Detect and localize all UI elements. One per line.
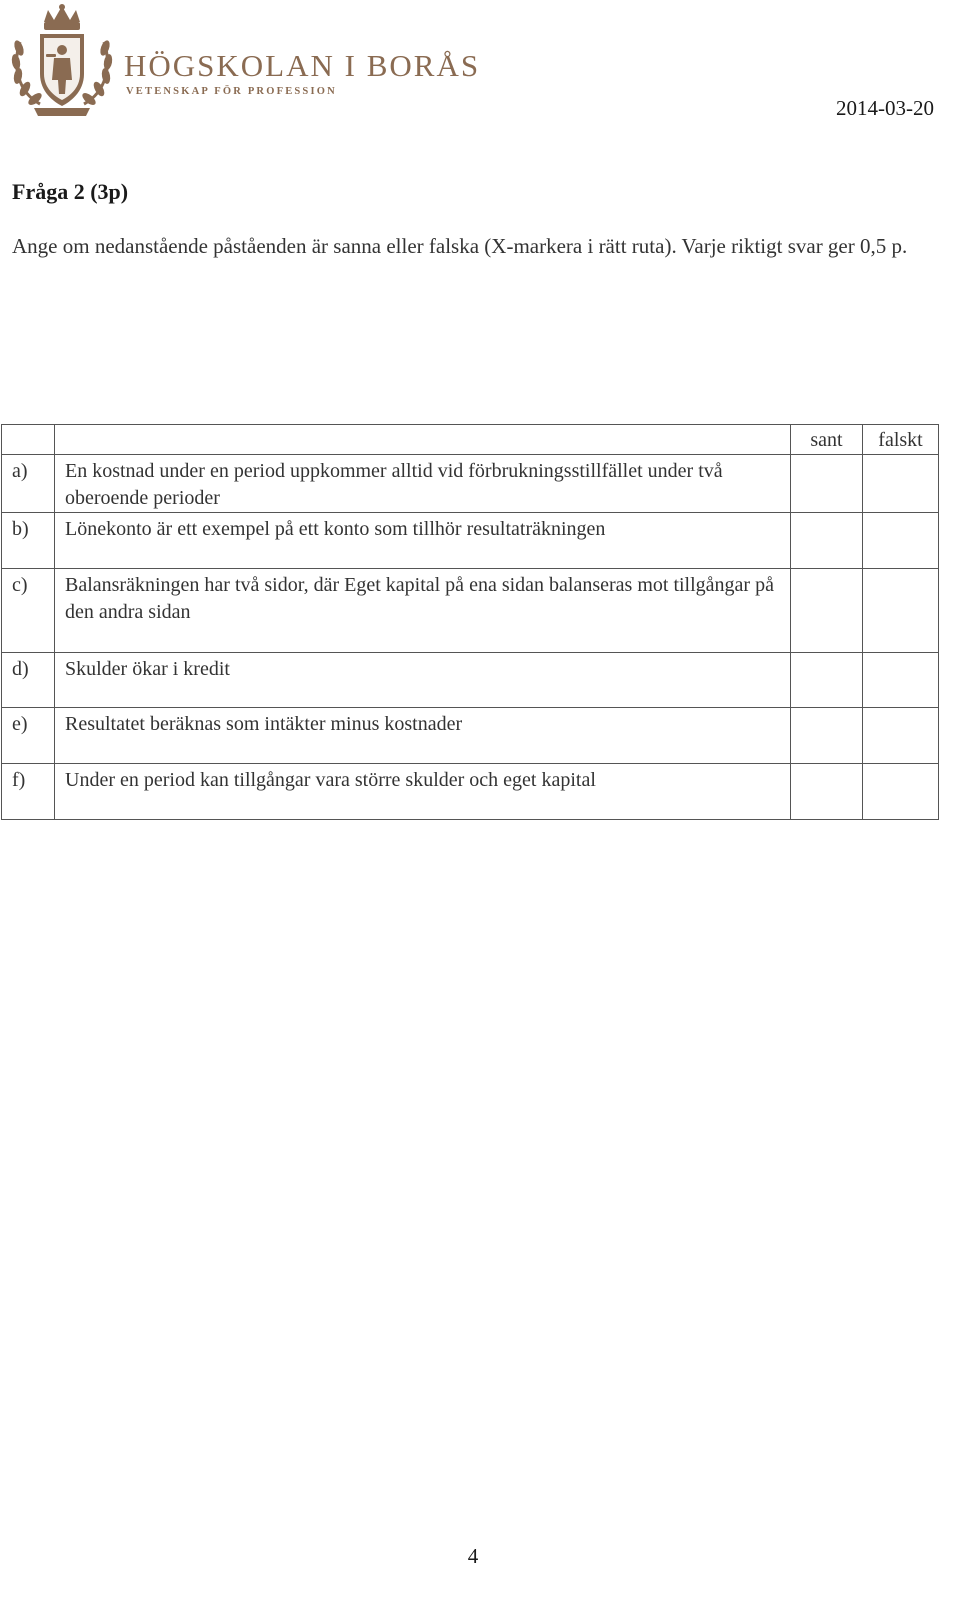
document-date: 2014-03-20 xyxy=(836,96,934,120)
header-false: falskt xyxy=(863,425,939,455)
false-checkbox-e[interactable] xyxy=(863,708,939,764)
true-checkbox-b[interactable] xyxy=(791,513,863,569)
header-empty-statement xyxy=(55,425,791,455)
row-statement: Under en period kan tillgångar vara större skulder och eget kapital xyxy=(55,764,791,820)
crest-icon xyxy=(10,4,114,118)
logo-wordmark: HÖGSKOLAN I BORÅS xyxy=(124,48,481,83)
true-checkbox-f[interactable] xyxy=(791,764,863,820)
row-letter: e) xyxy=(2,708,55,764)
table-row xyxy=(2,513,939,569)
table-row xyxy=(2,708,939,764)
table-header-row xyxy=(2,425,939,455)
question-instructions: Ange om nedanstående påståenden är sanna eller falska (X-markera i rätt ruta). Varje riktigt svar ger 0,5 p. xyxy=(12,234,908,258)
false-checkbox-b[interactable] xyxy=(863,513,939,569)
row-letter: a) xyxy=(2,455,55,513)
row-letter: c) xyxy=(2,569,55,653)
table-row xyxy=(2,569,939,653)
false-checkbox-a[interactable] xyxy=(863,455,939,513)
row-letter: f) xyxy=(2,764,55,820)
logo-tagline: VETENSKAP FÖR PROFESSION xyxy=(126,86,337,97)
row-statement: Balansräkningen har två sidor, där Eget kapital på ena sidan balanseras mot tillgångar på den andra sidan xyxy=(55,569,791,653)
false-checkbox-f[interactable] xyxy=(863,764,939,820)
row-statement: Resultatet beräknas som intäkter minus kostnader xyxy=(55,708,791,764)
true-false-table xyxy=(1,424,939,820)
true-checkbox-e[interactable] xyxy=(791,708,863,764)
row-letter: d) xyxy=(2,653,55,708)
false-checkbox-d[interactable] xyxy=(863,653,939,708)
header-empty-letter xyxy=(2,425,55,455)
header-true: sant xyxy=(791,425,863,455)
true-checkbox-a[interactable] xyxy=(791,455,863,513)
table-row xyxy=(2,764,939,820)
true-checkbox-d[interactable] xyxy=(791,653,863,708)
table-row xyxy=(2,653,939,708)
page-number: 4 xyxy=(467,1544,479,1568)
question-title: Fråga 2 (3p) xyxy=(12,179,129,204)
false-checkbox-c[interactable] xyxy=(863,569,939,653)
row-statement: En kostnad under en period uppkommer alltid vid förbrukningsstillfället under två oberoende perioder xyxy=(55,455,791,513)
row-statement: Lönekonto är ett exempel på ett konto som tillhör resultaträkningen xyxy=(55,513,791,569)
true-checkbox-c[interactable] xyxy=(791,569,863,653)
table-row xyxy=(2,455,939,513)
university-logo xyxy=(10,4,481,118)
row-letter: b) xyxy=(2,513,55,569)
row-statement: Skulder ökar i kredit xyxy=(55,653,791,708)
